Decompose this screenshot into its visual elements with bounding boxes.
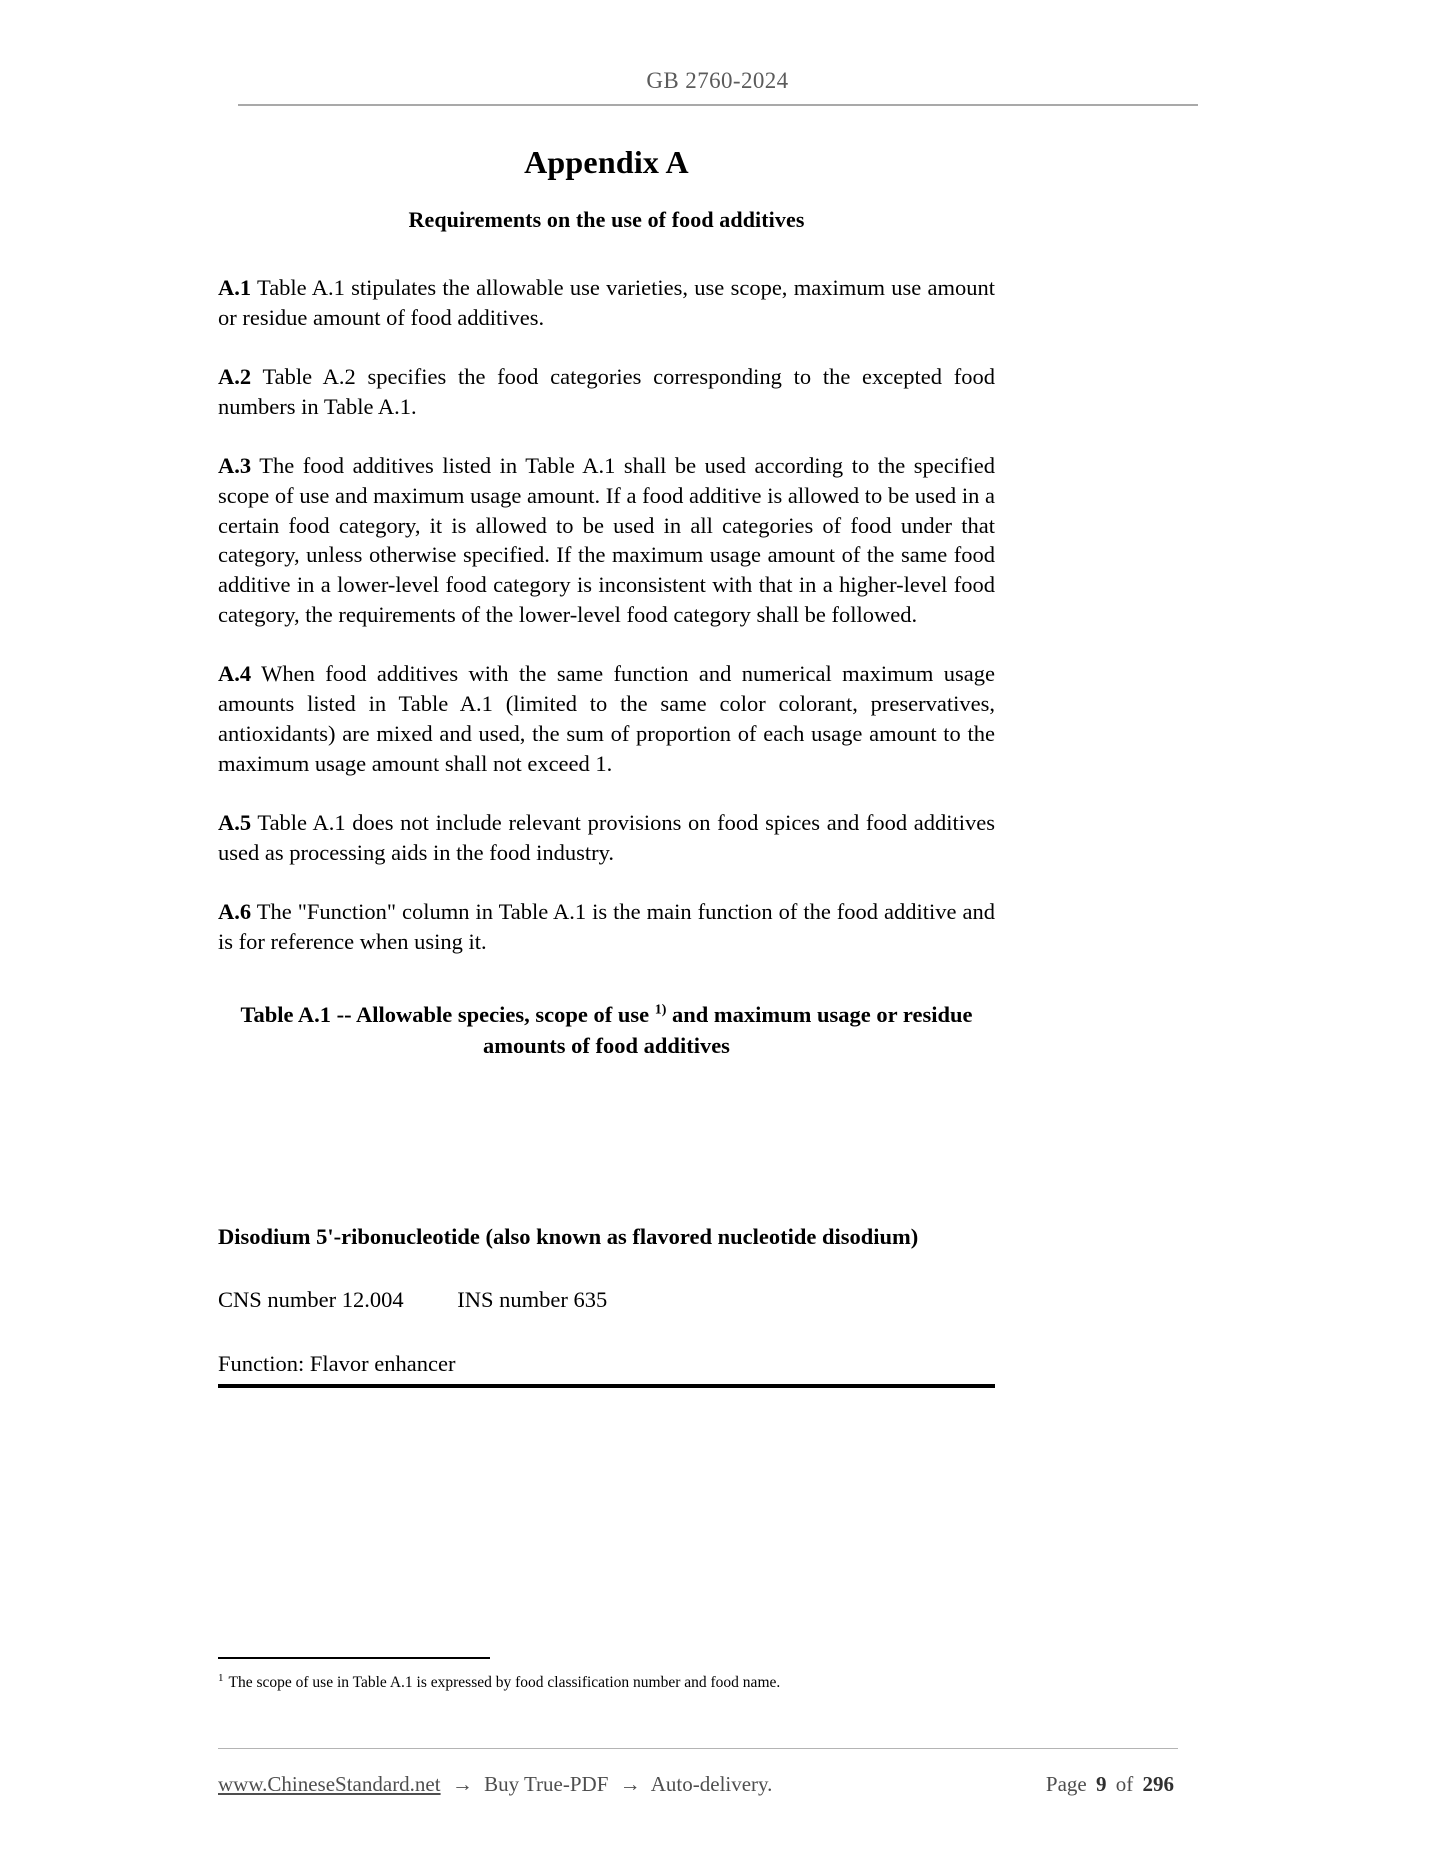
table-a1-caption xyxy=(218,999,995,1061)
footnote-marker: 1 xyxy=(218,1672,224,1684)
footer-promo-buy-label: Buy True-PDF xyxy=(484,1772,609,1796)
page-indicator xyxy=(1046,1772,1178,1797)
clause-a2-text: Table A.2 specifies the food categories corresponding to the excepted food numbers in Table A.1. xyxy=(218,363,995,419)
clause-a4 xyxy=(218,659,995,779)
clause-a5-text: Table A.1 does not include relevant provisions on food spices and food additives used as processing aids in the food industry. xyxy=(218,809,996,865)
clause-a3-number: A.3 xyxy=(218,452,252,478)
clause-a5 xyxy=(218,808,995,868)
clause-a4-text: When food additives with the same function and numerical maximum usage amounts listed in Table A.1 (limited to the same color colorant, preservatives, antioxidants) are mixed and used, the sum of proportion of each usage amount to the maximum usage amount shall not exceed 1. xyxy=(218,661,995,776)
clause-a6-number: A.6 xyxy=(218,898,252,924)
appendix-subtitle: Requirements on the use of food additives xyxy=(408,207,805,232)
clause-a2 xyxy=(218,362,995,422)
additive-cns-number: CNS number 12.004 xyxy=(218,1287,404,1313)
header-divider xyxy=(238,104,1198,106)
running-header xyxy=(240,68,1195,94)
footnote-text: The scope of use in Table A.1 is expressed by food classification number and food name. xyxy=(228,1674,781,1692)
clause-a6-text: The "Function" column in Table A.1 is the main function of the food additive and is for reference when using it. xyxy=(218,898,995,954)
additive-name: Disodium 5'-ribonucleotide (also known as flavored nucleotide disodium) xyxy=(218,1224,919,1249)
additive-identifiers xyxy=(218,1285,995,1314)
table-caption-text-after: and maximum usage or residue amounts of food additives xyxy=(483,1001,973,1058)
clause-a1-text: Table A.1 stipulates the allowable use varieties, use scope, maximum use amount or residue amount of food additives. xyxy=(218,275,996,330)
footer-divider xyxy=(218,1748,1178,1749)
document-content xyxy=(218,140,995,1061)
table-caption-footnote-ref: 1) xyxy=(654,1002,667,1018)
additive-table-top-border xyxy=(218,1384,995,1388)
additive-function: Function: Flavor enhancer xyxy=(218,1350,456,1376)
footer-promo-delivery-label: Auto-delivery. xyxy=(650,1772,773,1796)
clause-a1 xyxy=(218,273,995,333)
arrow-right-icon-1: → xyxy=(451,1772,473,1796)
page-footer xyxy=(218,1772,1178,1797)
arrow-right-icon-2: → xyxy=(619,1772,641,1796)
clause-a2-number: A.2 xyxy=(218,363,252,389)
page-number: 9 xyxy=(1096,1772,1107,1796)
additive-entry xyxy=(218,1222,995,1388)
page-label: Page xyxy=(1045,1772,1087,1796)
footer-promo xyxy=(218,1772,772,1797)
additive-ins-number: INS number 635 xyxy=(457,1287,608,1313)
page-total: 296 xyxy=(1142,1772,1174,1796)
footnote-1 xyxy=(218,1671,1178,1694)
standard-code-label: GB 2760-2024 xyxy=(646,68,789,93)
page-of-label: of xyxy=(1115,1772,1134,1796)
clause-a3 xyxy=(218,451,995,631)
appendix-title: Appendix A xyxy=(524,144,689,180)
footnote-separator xyxy=(218,1657,490,1659)
table-caption-text-before: Table A.1 -- Allowable species, scope of use xyxy=(240,1001,650,1027)
clause-a4-number: A.4 xyxy=(218,661,252,687)
footer-website-link[interactable]: www.ChineseStandard.net xyxy=(218,1772,441,1796)
clause-a5-number: A.5 xyxy=(218,809,252,835)
footnote-area xyxy=(218,1657,1178,1694)
clause-a3-text: The food additives listed in Table A.1 shall be used according to the specified scope of use and maximum usage amount. If a food additive is allowed to be used in a certain food category, it is allowed to be used in all categories of food under that category, unless otherwise specified. If the maximum usage amount of the same food additive in a lower-level food category is inconsistent with that in a higher-level food category, the requirements of the lower-level food category shall be followed. xyxy=(218,452,995,628)
clause-a1-number: A.1 xyxy=(218,275,252,300)
clause-a6 xyxy=(218,897,995,957)
